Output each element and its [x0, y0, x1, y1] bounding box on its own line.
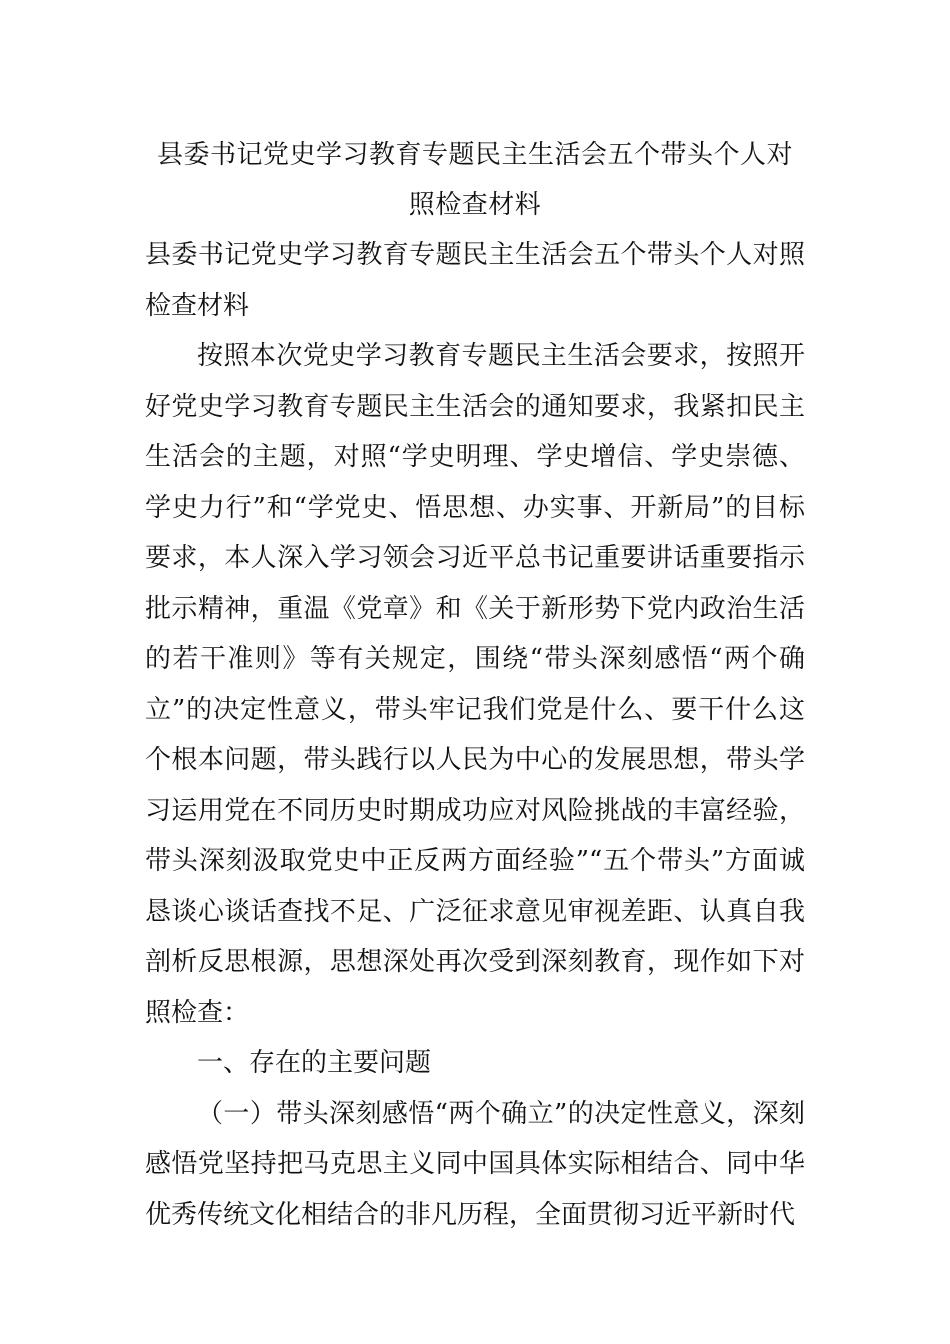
subsection-paragraph: （一）带头深刻感悟“两个确立”的决定性意义，深刻感悟党坚持把马克思主义同中国具体实际相结合、同中华优秀传统文化相结合的非凡历程，全面贯彻习近平新时代 [145, 1098, 805, 1230]
document-body [145, 230, 805, 1240]
section-heading: 一、存在的主要问题 [197, 1048, 432, 1078]
document-title: 县委书记党史学习教育专题民主生活会五个带头个人对照检查材料 [156, 140, 793, 220]
document-subtitle: 县委书记党史学习教育专题民主生活会五个带头个人对照检查材料 [145, 240, 805, 321]
intro-paragraph: 按照本次党史学习教育专题民主生活会要求，按照开好党史学习教育专题民主生活会的通知要求，我紧扣民主生活会的主题，对照“学史明理、学史增信、学史崇德、学史力行”和“学党史、悟思想、办实事、开新局”的目标要求，本人深入学习领会习近平总书记重要讲话重要指示批示精神，重温《党章》和《关于新形势下党内政治生活的若干准则》等有关规定，围绕“带头深刻感悟“两个确立”的决定性意义，带头牢记我们党是什么、要干什么这个根本问题，带头践行以人民为中心的发展思想，带头学习运用党在不同历史时期成功应对风险挑战的丰富经验，带头深刻汲取党史中正反两方面经验”“五个带头”方面诚恳谈心谈话查找不足、广泛征求意见审视差距、认真自我剖析反思根源，思想深处再次受到深刻教育，现作如下对照检查： [145, 341, 805, 1028]
